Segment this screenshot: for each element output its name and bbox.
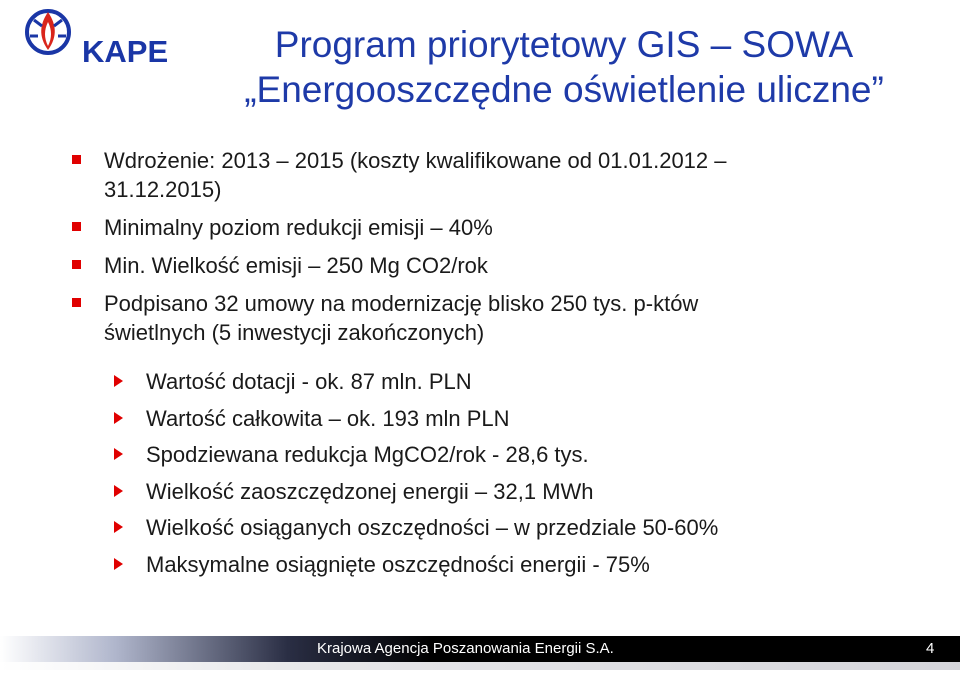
sub-bullet-item xyxy=(64,440,924,469)
title-line-2: „Energooszczędne oświetlenie uliczne” xyxy=(244,69,884,110)
sub-bullet-text: Spodziewana redukcja MgCO2/rok - 28,6 tys. xyxy=(146,442,589,467)
sub-bullet-text: Wartość dotacji - ok. 87 mln. PLN xyxy=(146,369,472,394)
sub-bullet-text: Wielkość osiąganych oszczędności – w przedziale 50-60% xyxy=(146,515,719,540)
footer-bar xyxy=(0,636,960,662)
title-line-1: Program priorytetowy GIS – SOWA xyxy=(274,24,854,65)
arrow-bullet-icon xyxy=(114,448,123,460)
bullet-text: Minimalny poziom redukcji emisji – 40% xyxy=(104,215,493,240)
sub-bullet-item xyxy=(64,550,924,579)
arrow-bullet-icon xyxy=(114,412,123,424)
bullet-item xyxy=(64,289,924,347)
square-bullet-icon xyxy=(72,298,81,307)
sub-bullet-item xyxy=(64,477,924,506)
arrow-bullet-icon xyxy=(114,521,123,533)
bullet-text-continued: 31.12.2015) xyxy=(104,177,222,202)
square-bullet-icon xyxy=(72,222,81,231)
slide-title xyxy=(184,22,944,112)
bullet-item xyxy=(64,213,924,242)
sub-bullet-list xyxy=(64,367,924,586)
logo-emblem xyxy=(27,11,69,53)
square-bullet-icon xyxy=(72,260,81,269)
bullet-item xyxy=(64,146,924,204)
sub-bullet-text: Maksymalne osiągnięte oszczędności energii - 75% xyxy=(146,551,650,577)
page-number: 4 xyxy=(926,640,935,657)
sub-bullet-item xyxy=(64,404,924,433)
square-bullet-icon xyxy=(72,155,81,164)
sub-bullet-text: Wartość całkowita – ok. 193 mln PLN xyxy=(146,405,510,431)
bullet-item xyxy=(64,251,924,280)
bullet-text: Podpisano 32 umowy na modernizację blisko 250 tys. p-któw xyxy=(104,291,699,316)
main-bullet-list xyxy=(64,146,924,356)
bullet-text: Wdrożenie: 2013 – 2015 (koszty kwalifikowane od 01.01.2012 – xyxy=(104,148,727,173)
sub-bullet-text: Wielkość zaoszczędzonej energii – 32,1 MWh xyxy=(146,478,594,504)
sub-bullet-item xyxy=(64,367,924,396)
footer-shadow xyxy=(0,662,960,670)
arrow-bullet-icon xyxy=(114,558,123,570)
kape-logo xyxy=(22,6,182,78)
bullet-text-continued: świetlnych (5 inwestycji zakończonych) xyxy=(104,320,485,345)
footer-organization: Krajowa Agencja Poszanowania Energii S.A. xyxy=(317,640,614,657)
logo-wordmark: KAPE xyxy=(82,34,169,69)
sub-bullet-item xyxy=(64,513,924,542)
arrow-bullet-icon xyxy=(114,485,123,497)
bullet-text: Min. Wielkość emisji – 250 Mg CO2/rok xyxy=(104,253,488,278)
arrow-bullet-icon xyxy=(114,375,123,387)
